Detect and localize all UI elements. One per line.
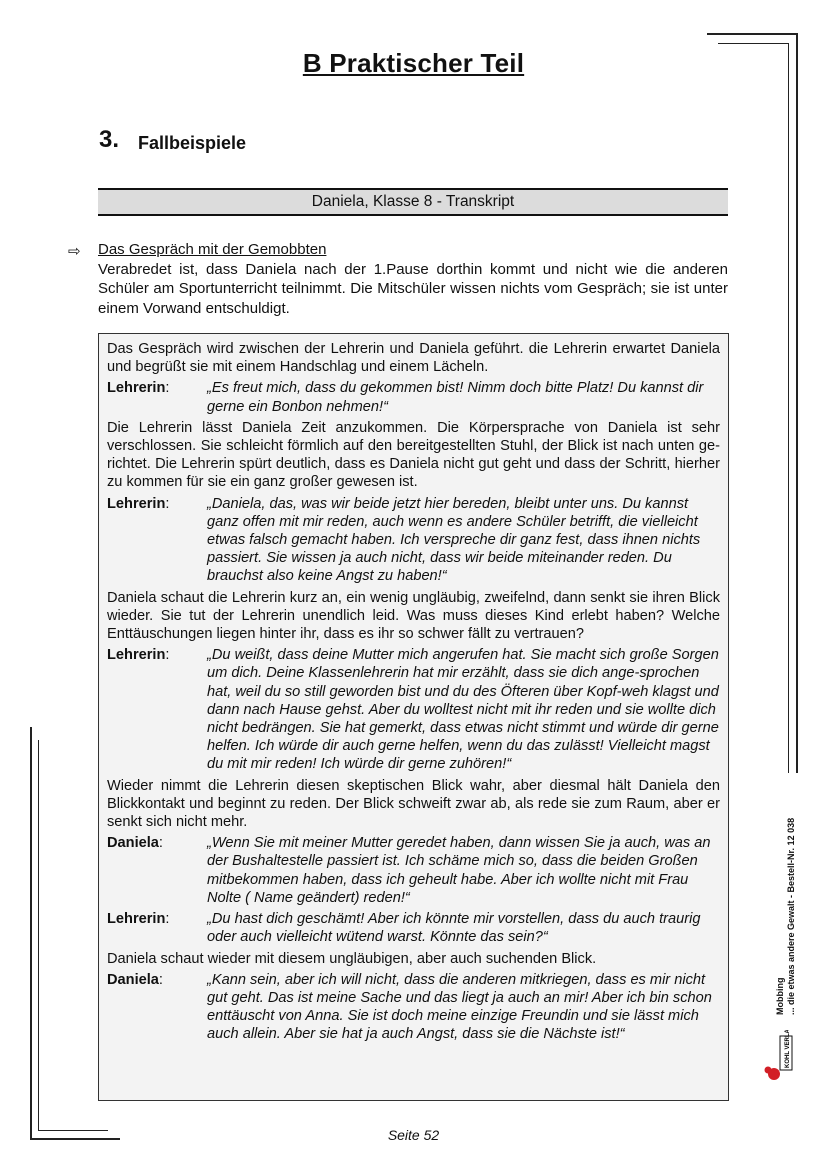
speaker-name: Lehrerin [107, 495, 166, 512]
dialogue-line [107, 834, 720, 907]
sidebar-info [773, 817, 803, 1020]
narration-paragraph: Die Lehrerin lässt Daniela Zeit anzukommen. Die Körpersprache von Daniela ist sehr verschlossen. Sie schleicht förmlich auf den bereitgestellten Stuhl, der Blick ist nach unten ge-richtet. Die Lehrerin spürt deutlich, dass es Daniela nicht gut geht und dass der Schritt, hierher zu kommen für sie ein ganz großer gewesen ist. [107, 419, 720, 491]
speaker-label: Lehrerin: [107, 380, 170, 397]
dialogue-line [107, 379, 720, 415]
narration-paragraph: Daniela schaut wieder mit diesem ungläubigen, aber auch suchenden Blick. [107, 950, 597, 967]
transcript-box [98, 333, 729, 1101]
dialogue-line [107, 646, 720, 773]
narration-paragraph: Das Gespräch wird zwischen der Lehrerin und Daniela geführt. die Lehrerin erwartet Daniela und begrüßt sie mit einem Handschlag und einem Lächeln. [107, 341, 720, 376]
section-title: Fallbeispiele [138, 133, 247, 153]
arrow-right-icon: ⇨ [68, 243, 81, 260]
transcript-banner: Daniela, Klasse 8 - Transkript [98, 188, 728, 216]
frame-top-right-v2 [788, 43, 789, 773]
speech-quote: „Kann sein, aber ich will nicht, dass die anderen mitkriegen, dass es mir nicht gut geht. Das ist meine Sache und das liegt ja auch an mir! Aber ich bin schon enttäuscht von Anna. Sie ist doch meine einzige Freundin und sie lässt mich auch allein. Aber sie hat ja auch Angst, dass sie die Nächste ist!“ [207, 971, 712, 1043]
speech-quote: „Daniela, das, was wir beide jetzt hier bereden, bleibt unter uns. Du kannst ganz offen mit mir reden, auch wenn es andere Schüler betrifft, die vielleicht etwas falsch gemacht haben. Ich verspreche dir ganz fest, dass ihnen nichts passiert. Sie wissen ja auch nicht, dass wir beide miteinander reden. Du brauchst also keine Angst zu haben!“ [207, 495, 701, 585]
dialogue-line [107, 971, 720, 1044]
speaker-label: Daniela: [107, 835, 163, 852]
intro-block [98, 240, 728, 318]
intro-text: Verabredet ist, dass Daniela nach der 1.Pause dorthin kommt und nicht wie die anderen Schüler am Sportunterricht teilnimmt. Die Mitschüler wissen nichts vom Gespräch; sie ist unter einem Vorwand entschuldigt. [98, 260, 728, 317]
speaker-name: Daniela [107, 971, 159, 988]
speaker-label: Daniela: [107, 971, 163, 988]
speech-quote: „Wenn Sie mit meiner Mutter geredet haben, dann wissen Sie ja auch, was an der Bushaltestelle passiert ist. Ich schäme mich so, dass die beiden Großen mitbekommen haben, dass ich geheult habe. Aber ich wollte nicht mit Frau Nolte ( Name geändert) reden!“ [207, 835, 711, 906]
speaker-label: Lehrerin: [107, 495, 170, 512]
speaker-name: Lehrerin [107, 380, 166, 397]
frame-top-right-h2 [718, 43, 788, 44]
dialogue-line [107, 910, 720, 946]
speech-quote: „Du weißt, dass deine Mutter mich angerufen hat. Sie macht sich große Sorgen um dich. Deine Klassenlehrerin hat mir erzählt, dass sie dich ange-sprochen hat, weil du so still geworden bist und du des Öfteren über Kopf-weh klagst und dann nach Hause gehst. Aber du wolltest nicht mit ihr reden und sie wollte dich nicht bedrängen. Sie hat gemerkt, dass etwas nicht stimmt und würde dir gerne helfen. Ich würde dir auch gerne helfen, wenn du das zulässt! Vielleicht magst du mit mir reden! Ich würde dir gerne zuhören!“ [207, 647, 719, 773]
speech-quote: „Du hast dich geschämt! Aber ich könnte mir vorstellen, dass du auch traurig oder auch vielleicht wütend warst. Könnte das sein?“ [207, 911, 701, 946]
sidebar-line-mobbing: Mobbing [775, 977, 785, 1015]
speaker-label: Lehrerin: [107, 647, 170, 664]
dialogue-line [107, 495, 720, 586]
speaker-name: Daniela [107, 835, 159, 852]
sidebar-line-order: ... die etwas andere Gewalt - Bestell-Nr. 12 038 [786, 817, 796, 1015]
publisher-name: KOHL VERLAG [785, 1030, 791, 1068]
speaker-label: Lehrerin: [107, 911, 170, 928]
speaker-name: Lehrerin [107, 911, 166, 928]
section-number: 3. [99, 126, 120, 153]
intro-heading: Das Gespräch mit der Gemobbten [98, 241, 327, 258]
narration-paragraph: Wieder nimmt die Lehrerin diesen skeptischen Blick wahr, aber diesmal hält Daniela den Blickkontakt und beginnt zu reden. Der Blick schweift zwar ab, als rede sie zum Raum, aber er senkt sich nicht mehr. [107, 777, 720, 831]
page-title: B Praktischer Teil [302, 48, 525, 78]
narration-paragraph: Daniela schaut die Lehrerin kurz an, ein wenig ungläubig, zweifelnd, dann senkt sie ihren Blick wieder. Sie tut der Lehrerin unendlich leid. Was muss dieses Kind erlebt haben? Welche Enttäuschungen liegen hinter ihr, dass es ihr so schwer fällt zu vertrauen? [107, 589, 720, 643]
frame-top-right-h1 [707, 33, 797, 35]
page-number: Seite 52 [387, 1127, 440, 1143]
frame-top-right-v1 [796, 33, 798, 773]
frame-bottom-left-v2 [38, 740, 39, 1130]
publisher-logo [764, 1030, 798, 1084]
speaker-name: Lehrerin [107, 647, 166, 664]
publisher-logo-icon [764, 1030, 798, 1084]
speech-quote: „Es freut mich, dass du gekommen bist! Nimm doch bitte Platz! Du kannst dir gerne ein Bonbon nehmen!“ [207, 380, 704, 415]
frame-bottom-left-v1 [30, 727, 32, 1139]
